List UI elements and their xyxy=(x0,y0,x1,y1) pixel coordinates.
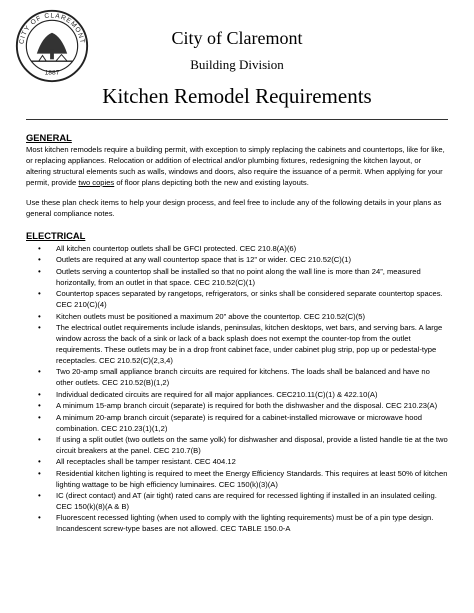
bullet-icon: • xyxy=(38,289,41,299)
list-item xyxy=(26,490,448,512)
list-item-text: Individual dedicated circuits are required for all major appliances. CEC210.11(C)(1) & 422.10(A) xyxy=(56,389,378,399)
division-name: Building Division xyxy=(190,57,284,72)
list-item xyxy=(26,311,448,322)
general-text-part-1: Most kitchen remodels require a building permit, with exception to simply replacing the cabinets and countertops, like for like, or replacing appliances. Relocation or addition of electrical and/or plumbing fixtures, redesigning the kitchen layout, or altering structural elements such as walls, windows and doors, also require the issuance of a permit. When applying for your permit, provide xyxy=(26,145,445,187)
list-item-text: If using a split outlet (two outlets on the same yolk) for dishwasher and disposal, provide a listed handle tie at the two circuit breakers at the panel. CEC 210.7(B) xyxy=(56,434,448,455)
bullet-icon: • xyxy=(38,491,41,501)
bullet-icon: • xyxy=(38,513,41,523)
list-item-text: A minimum 20-amp branch circuit (separate) is required for a cabinet-installed microwave or microwave hood combination. CEC 210.23(1)(1,2) xyxy=(56,412,422,433)
list-item-text: Two 20-amp small appliance branch circuits are required for kitchens. The loads shall be balanced and have no other outlets. CEC 210.52(B)(1,2) xyxy=(56,367,430,388)
list-item-text: The electrical outlet requirements include islands, peninsulas, kitchen desktops, wet bars, and serving bars. A large window across the back of a sink or lack of a back splash does not exempt the counter-top from the outlet requirements. These outlets may be in a drop front cabinet face, under cabinet plug strip, pop up or pedestal-type receptacles. CEC 210.52(C)(2,3,4) xyxy=(56,322,443,365)
general-paragraph-1 xyxy=(26,144,448,188)
list-item xyxy=(26,254,448,265)
list-item xyxy=(26,412,448,434)
general-text-part-2: of floor plans depicting both the new and existing layouts. xyxy=(114,178,309,187)
bullet-icon: • xyxy=(38,457,41,467)
list-item xyxy=(26,389,448,400)
list-item xyxy=(26,456,448,467)
list-item-text: All kitchen countertop outlets shall be GFCI protected. CEC 210.8(A)(6) xyxy=(56,244,297,253)
bullet-icon: • xyxy=(38,412,41,422)
list-item-text: Countertop spaces separated by rangetops, refrigerators, or sinks shall be considered separate countertop spaces. CEC 210(C)(4) xyxy=(56,289,443,310)
seal-top-text: CITY OF CLAREMONT xyxy=(18,12,86,45)
list-item-text: Residential kitchen lighting is required to meet the Energy Efficiency Standards. This requires at least 50% of kitchen lighting wattage to be high efficiency luminaires. CEC 150(k)(3)(A) xyxy=(56,468,448,489)
bullet-icon: • xyxy=(38,266,41,276)
bullet-icon: • xyxy=(38,434,41,444)
general-heading: GENERAL xyxy=(26,132,72,143)
general-paragraph-2: Use these plan check items to help your design process, and feel free to include any of the following details in your plans as general compliance notes. xyxy=(26,198,442,218)
bullet-icon: • xyxy=(38,322,41,332)
seal-year: 1887 xyxy=(44,69,60,77)
list-item xyxy=(26,266,448,288)
list-item xyxy=(26,243,448,254)
document-title: Kitchen Remodel Requirements xyxy=(102,84,372,108)
bullet-icon: • xyxy=(38,244,41,253)
list-item-text: All receptacles shall be tamper resistant. CEC 404.12 xyxy=(56,457,236,467)
list-item xyxy=(26,512,448,534)
list-item xyxy=(26,322,448,366)
list-item xyxy=(26,400,448,411)
bullet-icon: • xyxy=(38,311,41,321)
list-item-text: Outlets serving a countertop shall be installed so that no point along the wall line is more than 24”, measured horizontally, from an outlet in that space. CEC 210.52(C)(1) xyxy=(56,266,421,287)
list-item xyxy=(26,468,448,490)
list-item xyxy=(26,288,448,310)
two-copies-emphasis: two copies xyxy=(78,178,115,187)
bullet-icon: • xyxy=(38,468,41,478)
electrical-heading: ELECTRICAL xyxy=(26,230,86,241)
bullet-icon: • xyxy=(38,367,41,377)
list-item-text: A minimum 15-amp branch circuit (separate) is required for both the dishwasher and the disposal. CEC 210.23(A) xyxy=(56,401,438,411)
list-item-text: Outlets are required at any wall countertop space that is 12” or wider. CEC 210.52(C)(1) xyxy=(56,255,352,265)
list-item-text: Fluorescent recessed lighting (when used to comply with the lighting requirements) must be of a pin type design. Incandescent screw-type bases are not allowed. CEC TABLE 150.0-A xyxy=(56,513,434,534)
list-item xyxy=(26,434,448,456)
bullet-icon: • xyxy=(38,255,41,265)
bullet-icon: • xyxy=(38,389,41,399)
document-body xyxy=(26,128,448,535)
city-name: City of Claremont xyxy=(171,28,303,48)
list-item xyxy=(26,366,448,388)
electrical-requirements-list xyxy=(26,243,448,534)
bullet-icon: • xyxy=(38,401,41,411)
list-item-text: Kitchen outlets must be positioned a maximum 20” above the countertop. CEC 210.52(C)(5) xyxy=(56,311,365,321)
list-item-text: IC (direct contact) and AT (air tight) rated cans are required for recessed lighting if installed in an insulated ceiling. CEC 150(k)(8)(A & B) xyxy=(56,491,437,512)
title-divider xyxy=(26,119,448,120)
